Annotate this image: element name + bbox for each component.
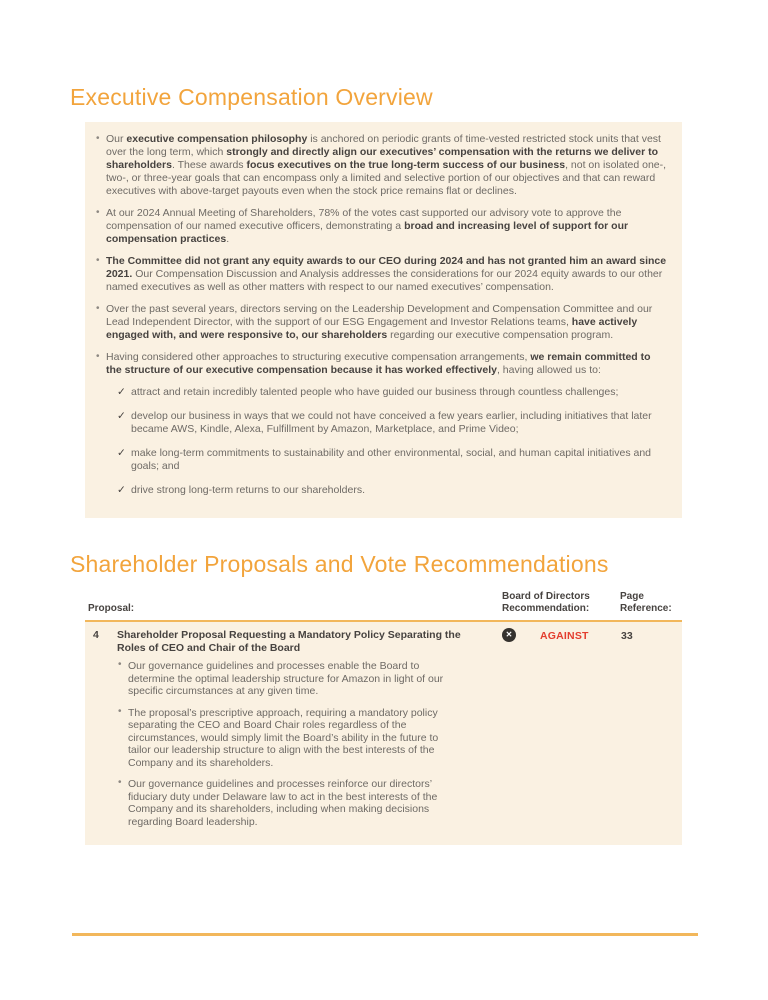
bullet-text: Having considered other approaches to structuring executive compensation arrangements, we remain committed to the structure of our executive compensation because it has worked effectively, having allowed us to:: [106, 351, 651, 376]
table-header-proposal: Proposal:: [88, 603, 135, 614]
checkmark-icon: ✓: [117, 410, 126, 422]
proposal-detail-text: The proposal’s prescriptive approach, requiring a mandatory policy separating the CEO and Board Chair roles regardless of the circumstances, would simply limit the Board’s ability in the future to tailor our leadership structure to align with the best interests of the Company and its shareholders.: [128, 706, 439, 769]
proposal-detail-text: Our governance guidelines and processes reinforce our directors’ fiduciary duty under Delaware law to act in the best interests of the Company and its shareholders, including when making decisions regarding Board leadership.: [128, 778, 438, 828]
table-header-page-line1: Page: [620, 591, 644, 602]
checklist-text: drive strong long-term returns to our shareholders.: [131, 484, 366, 496]
checkmark-icon: ✓: [117, 447, 126, 459]
bullet-item: [95, 255, 668, 294]
table-header-page-reference: [620, 591, 672, 615]
proposal-detail-item: [117, 660, 455, 698]
table-header-recommendation-line2: Recommendation:: [502, 603, 590, 614]
checklist-item: [117, 447, 668, 473]
bullet-text: The Committee did not grant any equity awards to our CEO during 2024 and has not granted him an award since 2021. Our Compensation Discussion and Analysis addresses the considerations for our 2024 equity awards to our other named executives as well as other matters with respect to our named executives’ compensation.: [106, 255, 667, 293]
bullet-item: [95, 207, 668, 246]
section-title-executive-compensation: Executive Compensation Overview: [70, 84, 433, 110]
proposal-detail-text: Our governance guidelines and processes enable the Board to determine the optimal leadership structure for Amazon in light of our specific circumstances at any given time.: [128, 660, 444, 697]
proposal-detail-list: [117, 660, 455, 837]
x-circle-icon: ✕: [502, 628, 516, 642]
checklist-item: [117, 484, 668, 497]
compensation-bullet-list: [95, 133, 668, 377]
checklist-item: [117, 386, 668, 399]
checkmark-icon: ✓: [117, 386, 126, 398]
bullet-text: Over the past several years, directors serving on the Leadership Development and Compensation Committee and our Lead Independent Director, with the support of our ESG Engagement and Investor Relations teams, have actively engaged with, and were responsive to, our shareholders regarding our executive compensation program.: [106, 303, 653, 341]
checklist-item: [117, 410, 668, 436]
page-reference-value: 33: [621, 630, 633, 642]
checklist-text: develop our business in ways that we could not have conceived a few years earlier, including initiatives that later became AWS, Kindle, Alexa, Fulfillment by Amazon, Marketplace, and Prime Video;: [131, 410, 652, 435]
bullet-item: [95, 133, 668, 198]
proposal-title: Shareholder Proposal Requesting a Mandatory Policy Separating the Roles of CEO and Chair of the Board: [117, 629, 461, 654]
table-header-recommendation-line1: Board of Directors: [502, 591, 590, 602]
bullet-text: At our 2024 Annual Meeting of Shareholders, 78% of the votes cast supported our advisory vote to approve the compensation of our named executive officers, demonstrating a broad and increasing level of support for our compensation practices.: [106, 207, 629, 245]
checkmark-icon: ✓: [117, 484, 126, 496]
bullet-text: Our executive compensation philosophy is anchored on periodic grants of time-vested restricted stock units that vest over the long term, which strongly and directly align our executives’ compensation with the returns we deliver to shareholders. These awards focus executives on the true long-term success of our business, not on isolated one-, two-, or three-year goals that can encompass only a limited and selective portion of our objectives and that can reward executives with above-target payouts even when the stock price remains flat or declines.: [106, 133, 667, 197]
proposal-number: 4: [93, 629, 99, 641]
recommendation-badge: AGAINST: [540, 630, 589, 642]
executive-compensation-panel: [85, 122, 682, 518]
proposal-detail-item: [117, 778, 455, 828]
proposal-detail-item: [117, 707, 455, 770]
checklist-text: make long-term commitments to sustainability and other environmental, social, and human capital initiatives and goals; and: [131, 447, 652, 472]
table-header-recommendation: [502, 591, 590, 615]
achievements-checklist: [95, 386, 668, 497]
proposal-table-row: [85, 622, 682, 845]
checklist-text: attract and retain incredibly talented people who have guided our business through countless challenges;: [131, 386, 619, 398]
table-header-page-line2: Reference:: [620, 603, 672, 614]
bullet-item: [95, 351, 668, 377]
footer-divider: [72, 933, 698, 936]
bullet-item: [95, 303, 668, 342]
section-title-shareholder-proposals: Shareholder Proposals and Vote Recommendations: [70, 551, 609, 577]
